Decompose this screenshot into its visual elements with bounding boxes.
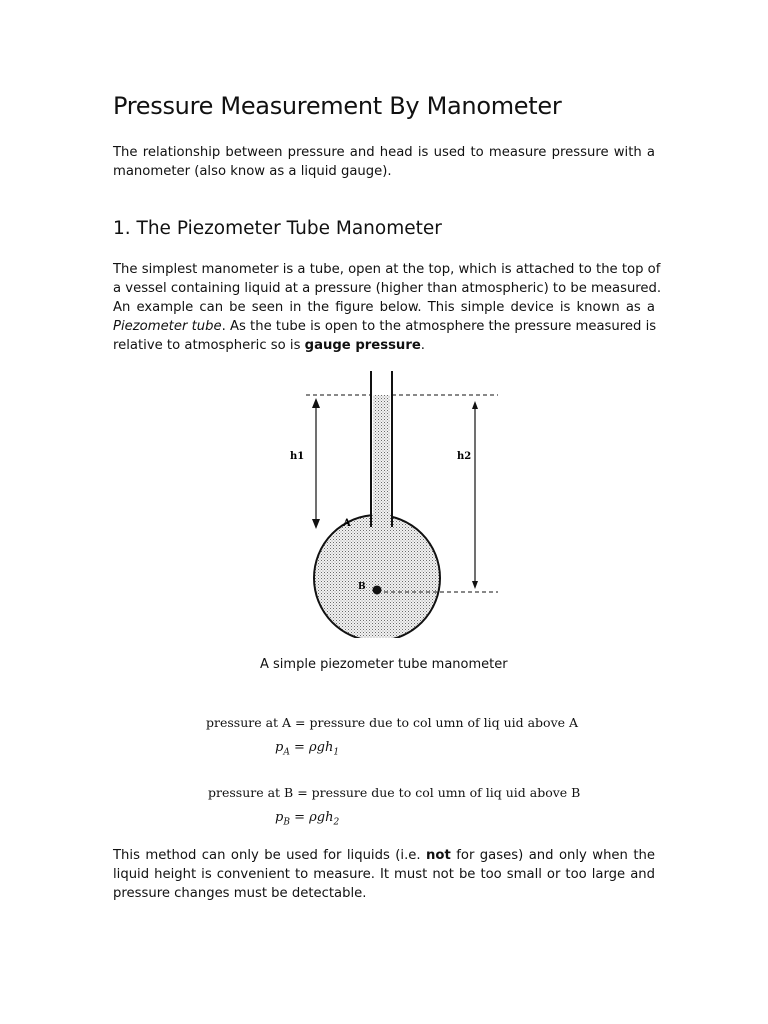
intro-line-2: manometer (also know as a liquid gauge). [113, 164, 392, 179]
intro-paragraph [113, 143, 655, 181]
closing-line-2: liquid height is convenient to measure. It must not be too small or too large and [113, 867, 655, 882]
h1-arrow-top [312, 398, 320, 408]
equation-a-formula [275, 740, 339, 758]
h1-label: h1 [290, 451, 305, 462]
equation-a-text: pressure at A = pressure due to col umn of liq uid above A [206, 715, 579, 730]
piezometer-line-2: a vessel containing liquid at a pressure (higher than atmospheric) to be measured. [113, 281, 662, 296]
h2-arrow-top [472, 401, 478, 409]
tube-junction [372, 513, 391, 531]
piezometer-line-5 [113, 336, 655, 355]
closing-line-3: pressure changes must be detectable. [113, 886, 367, 901]
equation-a-rhs: = ρgh [289, 740, 334, 755]
piezometer-line-1: The simplest manometer is a tube, open at the top, which is attached to the top of [113, 262, 661, 277]
closing-line-1-end: for gases) and only when the [450, 848, 655, 863]
page-title: Pressure Measurement By Manometer [113, 92, 562, 120]
tube-liquid [373, 395, 390, 527]
point-b-label: B [358, 582, 366, 592]
closing-paragraph [113, 846, 655, 903]
closing-line-1 [113, 846, 655, 865]
h1-arrow-bottom [312, 519, 320, 529]
piezometer-line-3: An example can be seen in the figure below. This simple device is known as a [113, 300, 655, 315]
piezometer-line-4-rest: . As the tube is open to the atmosphere the pressure measured is [221, 319, 657, 334]
equation-b-rhs-sub: 2 [333, 817, 340, 828]
piezometer-paragraph [113, 260, 662, 355]
piezometer-term: Piezometer tube [113, 319, 222, 334]
piezometer-line-5-start: relative to atmospheric so is [113, 338, 305, 353]
equation-a-lhs: p [275, 740, 284, 755]
equation-b-formula [275, 810, 339, 828]
equation-a-rhs-sub: 1 [333, 747, 340, 758]
equation-b-lhs: p [275, 810, 284, 825]
figure-caption: A simple piezometer tube manometer [260, 657, 508, 672]
equation-b-rhs: = ρgh [289, 810, 334, 825]
gauge-pressure-term: gauge pressure [304, 338, 421, 353]
equation-b-text: pressure at B = pressure due to col umn of liq uid above B [208, 785, 581, 800]
h2-arrow-bottom [472, 581, 478, 589]
closing-line-1-start: This method can only be used for liquids (i.e. [113, 848, 427, 863]
point-a-label: A [343, 518, 351, 529]
intro-line-1: The relationship between pressure and head is used to measure pressure with a [113, 145, 655, 160]
piezometer-line-4 [113, 317, 655, 336]
equation-a-lhs-sub: A [283, 747, 290, 758]
piezometer-line-5-end: . [420, 338, 425, 353]
piezometer-figure [270, 368, 510, 638]
equation-b-lhs-sub: B [283, 817, 290, 828]
section-heading-piezometer: 1. The Piezometer Tube Manometer [113, 218, 442, 239]
point-b-marker [373, 586, 382, 595]
vessel-bulb [314, 515, 440, 638]
h2-label: h2 [457, 451, 472, 462]
not-emphasis: not [426, 848, 451, 863]
piezometer-diagram [270, 368, 510, 638]
